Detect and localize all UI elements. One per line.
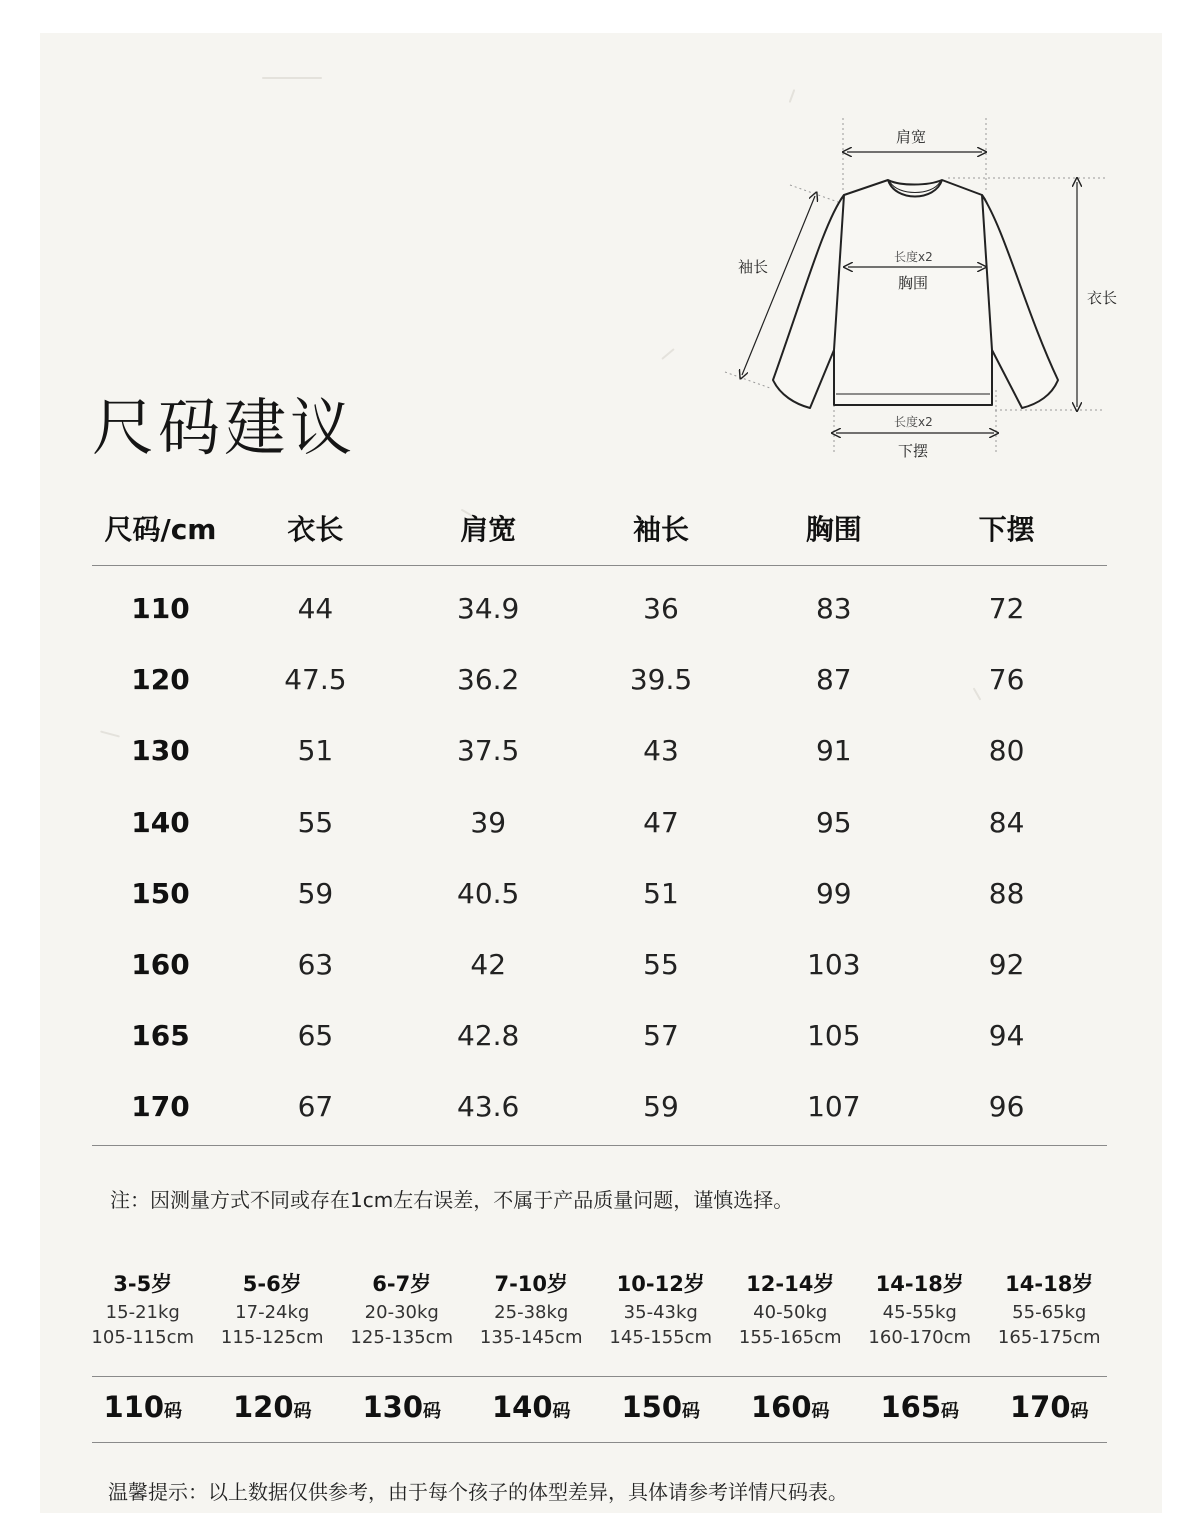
size-code — [596, 1390, 726, 1424]
size-code-number: 150 — [621, 1390, 683, 1424]
height-range: 135-145cm — [479, 1327, 583, 1348]
size-code — [78, 1390, 208, 1424]
table-cell: 47.5 — [284, 663, 347, 697]
table-cell: 80 — [988, 734, 1025, 768]
height-range: 105-115cm — [91, 1327, 195, 1348]
table-cell: 34.9 — [457, 592, 520, 626]
age-column — [467, 1268, 597, 1352]
size-code — [855, 1390, 985, 1424]
paper-fleck — [661, 348, 675, 360]
table-cell: 42.8 — [457, 1019, 520, 1053]
table-cell: 36.2 — [457, 663, 520, 697]
table-cell: 67 — [297, 1090, 334, 1124]
size-code-number: 140 — [491, 1390, 553, 1424]
size-code-number: 160 — [750, 1390, 812, 1424]
age-range: 6-7岁 — [372, 1272, 432, 1296]
table-cell: 84 — [988, 805, 1025, 839]
divider — [92, 1442, 1107, 1443]
weight-range: 55-65kg — [1012, 1302, 1087, 1323]
table-cell: 43 — [643, 734, 679, 768]
age-column — [855, 1268, 985, 1352]
weight-range: 17-24kg — [235, 1302, 310, 1323]
table-cell: 55 — [297, 805, 334, 839]
table-body — [92, 566, 1107, 1146]
header-chest: 胸围 — [805, 512, 862, 546]
size-cell: 120 — [131, 663, 190, 697]
table-cell: 83 — [815, 592, 852, 626]
size-code-number: 170 — [1009, 1390, 1071, 1424]
table-cell: 63 — [297, 948, 334, 982]
size-cell: 165 — [131, 1019, 190, 1053]
height-range: 165-175cm — [997, 1327, 1101, 1348]
header-sleeve: 袖长 — [632, 512, 689, 546]
table-cell: 51 — [297, 734, 334, 768]
table-cell: 59 — [297, 876, 334, 910]
table-cell: 76 — [988, 663, 1025, 697]
measurement-note: 注：因测量方式不同或存在1cm左右误差，不属于产品质量问题，谨慎选择。 — [110, 1188, 794, 1212]
height-range: 145-155cm — [609, 1327, 713, 1348]
age-column — [985, 1268, 1115, 1352]
table-cell: 51 — [643, 876, 679, 910]
divider — [92, 1376, 1107, 1377]
length-label: 衣长 — [1087, 289, 1118, 307]
table-row — [92, 1000, 1107, 1071]
size-code-unit: 码 — [941, 1401, 960, 1422]
weight-range: 20-30kg — [364, 1302, 439, 1323]
table-cell: 39.5 — [629, 663, 693, 697]
weight-range: 15-21kg — [105, 1302, 180, 1323]
height-range: 115-125cm — [220, 1327, 324, 1348]
weight-range: 40-50kg — [753, 1302, 828, 1323]
table-row — [92, 1071, 1107, 1142]
size-code-unit: 码 — [811, 1401, 830, 1422]
table-row — [92, 929, 1107, 1000]
table-cell: 91 — [815, 734, 852, 768]
size-code-unit: 码 — [1070, 1401, 1089, 1422]
age-range: 5-6岁 — [242, 1272, 302, 1296]
size-cell: 160 — [131, 948, 190, 982]
chest-label: 胸围 — [898, 274, 929, 292]
table-cell: 88 — [988, 876, 1025, 910]
height-range: 155-165cm — [738, 1327, 842, 1348]
table-cell: 40.5 — [457, 876, 520, 910]
shoulder-label: 肩宽 — [896, 128, 927, 146]
table-cell: 44 — [297, 592, 334, 626]
table-cell: 39 — [470, 805, 507, 839]
size-code-unit: 码 — [552, 1401, 571, 1422]
size-code — [208, 1390, 338, 1424]
table-cell: 95 — [815, 805, 852, 839]
age-range: 14-18岁 — [1005, 1272, 1094, 1296]
hem-label: 下摆 — [898, 442, 929, 460]
weight-range: 45-55kg — [882, 1302, 957, 1323]
size-code-number: 165 — [880, 1390, 942, 1424]
size-cell: 130 — [131, 734, 190, 768]
size-cell: 150 — [131, 876, 190, 910]
table-cell: 107 — [807, 1090, 861, 1124]
table-cell: 72 — [988, 592, 1025, 626]
age-size-grid — [78, 1268, 1114, 1352]
size-cell: 110 — [131, 592, 190, 626]
table-row — [92, 715, 1107, 786]
size-cell: 170 — [131, 1090, 190, 1124]
age-column — [78, 1268, 208, 1352]
age-range: 12-14岁 — [746, 1272, 835, 1296]
age-range: 14-18岁 — [875, 1272, 964, 1296]
table-cell: 36 — [643, 592, 679, 626]
size-code — [726, 1390, 856, 1424]
table-cell: 103 — [807, 948, 861, 982]
header-size: 尺码/cm — [104, 512, 217, 546]
table-cell: 42 — [470, 948, 507, 982]
age-range: 3-5岁 — [113, 1272, 173, 1296]
page-title: 尺码建议 — [92, 391, 357, 464]
reference-note: 温馨提示：以上数据仅供参考，由于每个孩子的体型差异，具体请参考详情尺码表。 — [108, 1480, 848, 1504]
weight-range: 25-38kg — [494, 1302, 569, 1323]
size-cell: 140 — [131, 805, 190, 839]
size-table — [92, 490, 1107, 1146]
height-range: 160-170cm — [868, 1327, 972, 1348]
table-row — [92, 573, 1107, 644]
table-cell: 43.6 — [457, 1090, 520, 1124]
age-column — [596, 1268, 726, 1352]
header-hem: 下摆 — [978, 512, 1035, 546]
header-length: 衣长 — [287, 512, 344, 546]
paper-fleck — [789, 89, 796, 103]
header-shoulder: 肩宽 — [460, 512, 517, 546]
table-cell: 65 — [297, 1019, 334, 1053]
size-code-unit: 码 — [164, 1401, 183, 1422]
table-cell: 37.5 — [457, 734, 520, 768]
table-cell: 59 — [643, 1090, 679, 1124]
measurement-diagram — [720, 110, 1140, 470]
age-column — [726, 1268, 856, 1352]
size-code-number: 120 — [232, 1390, 294, 1424]
size-code-unit: 码 — [293, 1401, 312, 1422]
size-code — [337, 1390, 467, 1424]
size-code-number: 130 — [362, 1390, 424, 1424]
table-cell: 105 — [807, 1019, 861, 1053]
table-cell: 92 — [988, 948, 1025, 982]
table-header — [92, 490, 1107, 566]
table-row — [92, 644, 1107, 715]
table-row — [92, 858, 1107, 929]
size-code — [467, 1390, 597, 1424]
size-code-row — [78, 1390, 1114, 1424]
table-cell: 47 — [643, 805, 679, 839]
age-range: 10-12岁 — [616, 1272, 705, 1296]
table-cell: 57 — [643, 1019, 679, 1053]
age-column — [337, 1268, 467, 1352]
weight-range: 35-43kg — [623, 1302, 698, 1323]
size-code-unit: 码 — [682, 1401, 701, 1422]
size-code-unit: 码 — [423, 1401, 442, 1422]
table-cell: 87 — [815, 663, 852, 697]
hem-note-label: 长度x2 — [894, 415, 933, 429]
size-code-number: 110 — [103, 1390, 165, 1424]
age-range: 7-10岁 — [494, 1272, 569, 1296]
table-cell: 55 — [643, 948, 679, 982]
table-cell: 96 — [988, 1090, 1025, 1124]
sleeve-label: 袖长 — [738, 258, 769, 276]
table-cell: 94 — [988, 1019, 1025, 1053]
age-column — [208, 1268, 338, 1352]
height-range: 125-135cm — [350, 1327, 454, 1348]
table-row — [92, 787, 1107, 858]
paper-fleck — [262, 77, 322, 79]
chest-note-label: 长度x2 — [894, 250, 933, 264]
table-cell: 99 — [815, 876, 852, 910]
size-code — [985, 1390, 1115, 1424]
